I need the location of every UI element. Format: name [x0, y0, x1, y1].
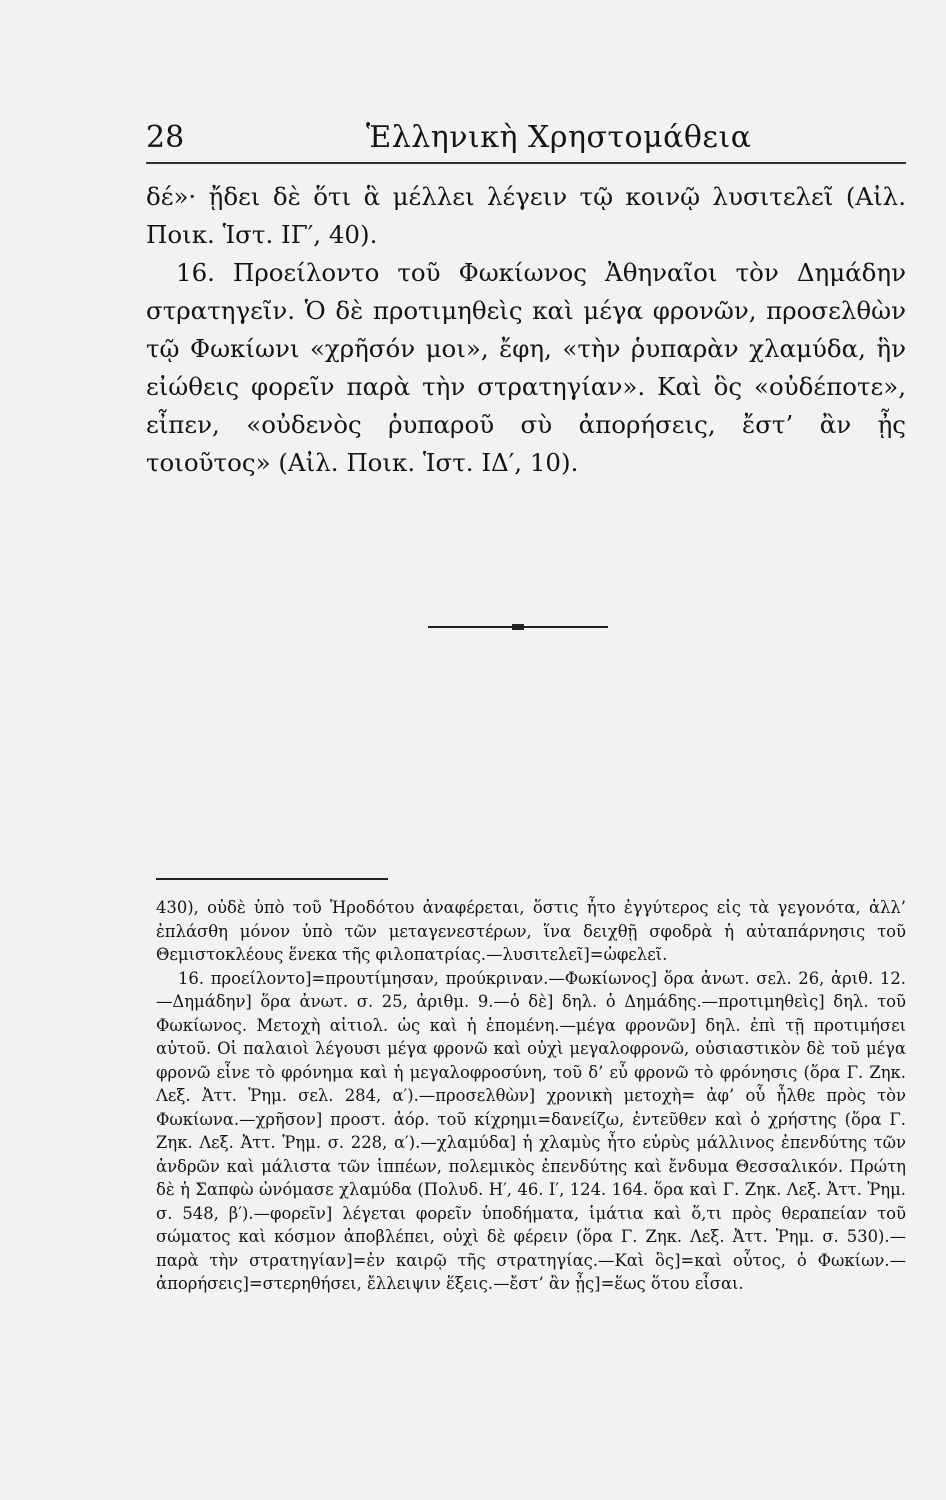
paragraph-16: 16. Προείλοντο τοῦ Φωκίωνος Ἀθηναῖοι τὸν Δημάδην στρατηγεῖν. Ὁ δὲ προτιμηθεὶς καὶ μέγα φρονῶν, προσελθὼν τῷ Φωκίωνι «χρῆσόν μοι», ἔφη, «τὴν ῥυπαρὰν χλαμύδα, ἣν εἰώθεις φορεῖν παρὰ τὴν στρατηγίαν». Καὶ ὃς «οὐδέποτε», εἶπεν, «οὐδενὸς ῥυπαροῦ σὺ ἀπορήσεις, ἔστ’ ἂν ᾖς τοιοῦτος» (Αἰλ. Ποικ. Ἱστ. ΙΔ′, 10). — [146, 258, 906, 477]
footnote-16: 16. προείλοντο]=προυτίμησαν, προύκριναν.—Φωκίωνος] ὅρα ἀνωτ. σελ. 26, ἀριθ. 12.—Δημάδην] ὅρα ἀνωτ. σ. 25, ἀριθμ. 9.—ὁ δὲ] δηλ. ὁ Δημάδης.—προτιμηθεὶς] δηλ. τοῦ Φωκίωνος. Μετοχὴ αἰτιολ. ὡς καὶ ἡ ἑπομένη.—μέγα φρονῶν] δηλ. ἐπὶ τῇ προτιμήσει αὐτοῦ. Οἱ παλαιοὶ λέγουσι μέγα φρονῶ καὶ οὐχὶ μεγαλοφρονῶ, οὐσιαστικὸν δὲ τοῦ μέγα φρονῶ εἶνε τὸ φρόνημα καὶ ἡ μεγαλοφροσύνη, τοῦ δ’ εὖ φρονῶ τὸ φρόνησις (ὅρα Γ. Ζηκ. Λεξ. Ἀττ. Ῥημ. σελ. 284, α′).—προσελθὼν] χρονικὴ μετοχὴ= ἀφ’ οὗ ἦλθε πρὸς τὸν Φωκίωνα.—χρῆσον] προστ. ἀόρ. τοῦ κίχρημι=δανείζω, ἐντεῦθεν καὶ ὁ χρήστης (ὅρα Γ. Ζηκ. Λεξ. Ἀττ. Ῥημ. σ. 228, α′).—χλαμύδα] ἡ χλαμὺς ἦτο εὐρὺς μάλλινος ἐπενδύτης τῶν ἀνδρῶν καὶ μάλιστα τῶν ἱππέων, πολεμικὸς ἐπενδύτης καὶ ἔνδυμα Θεσσαλικόν. Πρώτη δὲ ἡ Σαπφὼ ὠνόμασε χλαμύδα (Πολυδ. Η′, 46. Ι′, 124. 164. ὅρα καὶ Γ. Ζηκ. Λεξ. Ἀττ. Ῥημ. σ. 548, β′).—φορεῖν] λέγεται φορεῖν ὑποδήματα, ἱμάτια καὶ ὅ,τι πρὸς θεραπείαν τοῦ σώματος καὶ κόσμον ἀποβλέπει, οὐχὶ δὲ φέρειν (ὅρα Γ. Ζηκ. Λεξ. Ἀττ. Ῥημ. σ. 530).—παρὰ τὴν στρατηγίαν]=ἐν καιρῷ τῆς στρατηγίας.—Καὶ ὃς]=καὶ οὗτος, ὁ Φωκίων.—ἀπορήσεις]=στερηθήσει, ἔλλειψιν ἕξεις.—ἔστ’ ἂν ᾖς]=ἕως ὅτου εἶσαι. — [156, 968, 906, 1293]
section-ornament — [428, 624, 608, 630]
continuation-paragraph: δέ»· ᾔδει δὲ ὅτι ἃ μέλλει λέγειν τῷ κοινῷ λυσιτελεῖ (Αἰλ. Ποικ. Ἱστ. ΙΓ′, 40). — [146, 182, 906, 249]
footnote-continuation: 430), οὐδὲ ὑπὸ τοῦ Ἡροδότου ἀναφέρεται, ὅστις ἦτο ἐγγύτερος εἰς τὰ γεγονότα, ἀλλ’ ἐπλάσθη μόνον ὑπὸ τῶν μεταγενεστέρων, ἵνα δειχθῇ σφοδρὰ ἡ αὐταπάρνησις τοῦ Θεμιστοκλέους ἕνεκα τῆς φιλοπατρίας.—λυσιτελεῖ]=ὠφελεῖ. — [156, 898, 906, 964]
page-number: 28 — [146, 120, 185, 155]
main-text — [146, 178, 906, 482]
footnotes — [156, 896, 906, 1296]
footnote-rule — [156, 878, 388, 880]
running-title: Ἑλληνικὴ Χρηστομάθεια — [366, 120, 752, 155]
ornament-dot — [512, 624, 524, 630]
header-rule — [146, 162, 906, 164]
page-header — [146, 118, 906, 162]
